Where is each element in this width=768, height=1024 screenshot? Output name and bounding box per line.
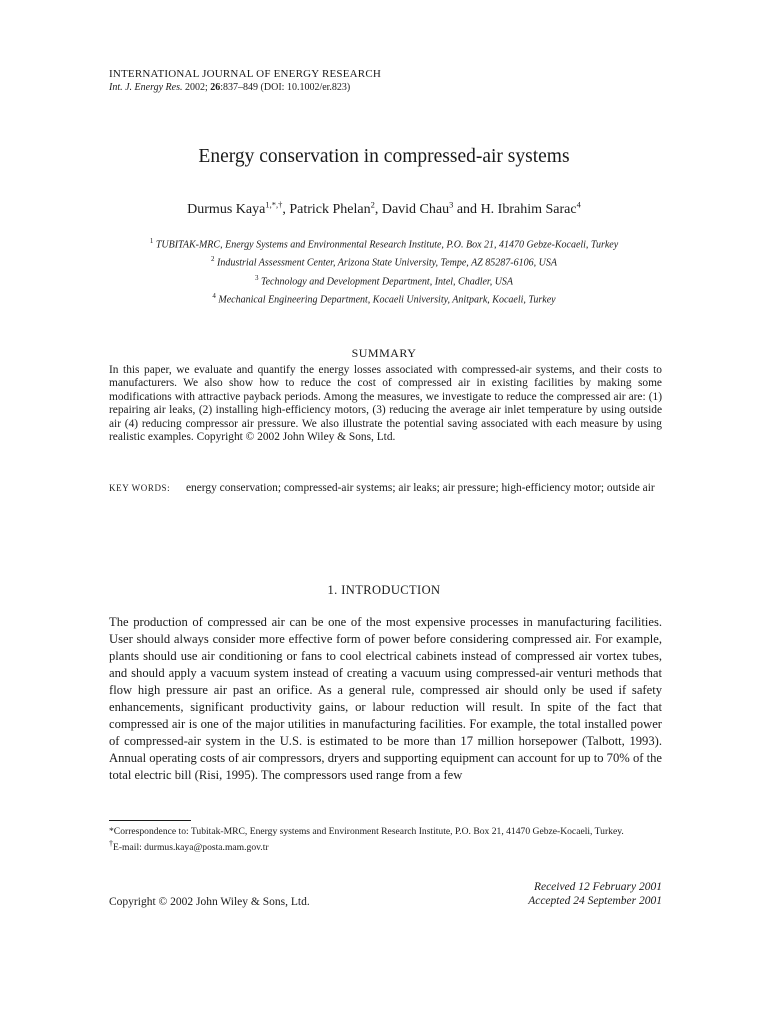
citation-line [109,82,350,93]
introduction-text: The production of compressed air can be one of the most expensive processes in manufacturing facilities. User should always consider more effective form of power before considering compressed air. For example, plants should use air conditioning or fans to cool electrical cabinets instead of compressed air vortex tubes, and should apply a vacuum system instead of creating a vacuum using compressed-air venturi methods that flow high pressure air past an orifice. As a general rule, compressed air should only be used if safety enhancements, significant productivity gains, or labour reduction will result. In spite of the fact that compressed air is one of the major utilities in manufacturing facilities. For example, the total installed power of compressed-air system in the U.S. is estimated to be more than 17 million horsepower (Talbott, 1993). Annual operating costs of air compressors, dryers and supporting equipment can account for up to 70% of the total electric bill (Risi, 1995). The compressors used range from a few [109,615,662,782]
email-note-text: E-mail: durmus.kaya@posta.mam.gov.tr [113,842,269,854]
affiliation-item [0,289,768,307]
email-note-mark: † [109,839,113,849]
summary-text: In this paper, we evaluate and quantify the energy losses associated with compressed-air systems, and their costs to manufacturers. We also show how to reduce the cost of compressed air in existing facilities by making some modifications with attractive payback periods. Among the measures, we investigate to reduce the compressed air are: (1) repairing air leaks, (2) installing high-efficiency motors, (3) reducing the average air inlet temperature by using outside air (4) reducing compressor air pressure. We also illustrate the potential saving associated with each measure by using realistic examples. Copyright © 2002 John Wiley & Sons, Ltd. [109,364,662,444]
author-name: Patrick Phelan [289,202,371,217]
received-date: Received 12 February 2001 [533,881,662,893]
author-affiliation-mark: 4 [576,199,581,210]
author-list [0,199,768,218]
citation-volume: 26 [210,82,221,93]
citation-journal: Int. J. Energy Res. [109,82,183,93]
footnotes [109,826,662,855]
paper-title: Energy conservation in compressed-air systems [198,146,570,167]
author-name: H. Ibrahim Sarac [480,202,577,217]
citation-pages-doi: :837–849 (DOI: 10.1002/er.823) [220,82,351,93]
summary-heading: SUMMARY [351,346,417,360]
accepted-date: Accepted 24 September 2001 [528,895,662,907]
affiliation-number: 2 [211,255,215,264]
affiliation-list [0,234,768,307]
author-separator: , [282,202,290,217]
affiliation-number: 4 [212,291,216,300]
author-affiliation-mark: 3 [449,199,454,210]
affiliation-number: 3 [254,273,259,282]
affiliation-text: Mechanical Engineering Department, Kocaeli University, Anitpark, Kocaeli, Turkey [215,294,556,306]
journal-name: INTERNATIONAL JOURNAL OF ENERGY RESEARCH [109,68,381,80]
author-name: Durmus Kaya [187,202,266,217]
author-separator: , [374,202,382,217]
author-separator: and [453,202,481,217]
affiliation-item [0,252,768,270]
copyright-notice: Copyright © 2002 John Wiley & Sons, Ltd. [109,896,310,908]
author-affiliation-mark: 2 [370,199,375,210]
affiliation-text: TUBITAK-MRC, Energy Systems and Environmental Research Institute, P.O. Box 21, 41470 Gebze-Kocaeli, Turkey [153,239,619,251]
citation-year: 2002; [182,82,211,93]
email-note [109,838,662,855]
keywords-label: KEY WORDS: [109,483,171,493]
keywords-text: energy conservation; compressed-air systems; air leaks; air pressure; high-efficiency motor; outside air [186,482,655,494]
received-dates [528,880,662,908]
footnote-rule [109,820,191,821]
author-affiliation-mark: 1,*,† [265,199,283,210]
author-name: David Chau [381,202,450,217]
affiliation-text: Industrial Assessment Center, Arizona State University, Tempe, AZ 85287-6106, USA [214,257,557,269]
affiliation-number: 1 [149,237,154,245]
section-heading-introduction: 1. INTRODUCTION [327,583,441,597]
correspondence-note: *Correspondence to: Tubitak-MRC, Energy systems and Environment Research Institute, P.O. Box 21, 41470 Gebze-Kocaeli, Turkey. [109,826,624,837]
affiliation-text: Technology and Development Department, Intel, Chadler, USA [258,275,514,287]
affiliation-item [0,234,768,252]
affiliation-item [0,271,768,289]
